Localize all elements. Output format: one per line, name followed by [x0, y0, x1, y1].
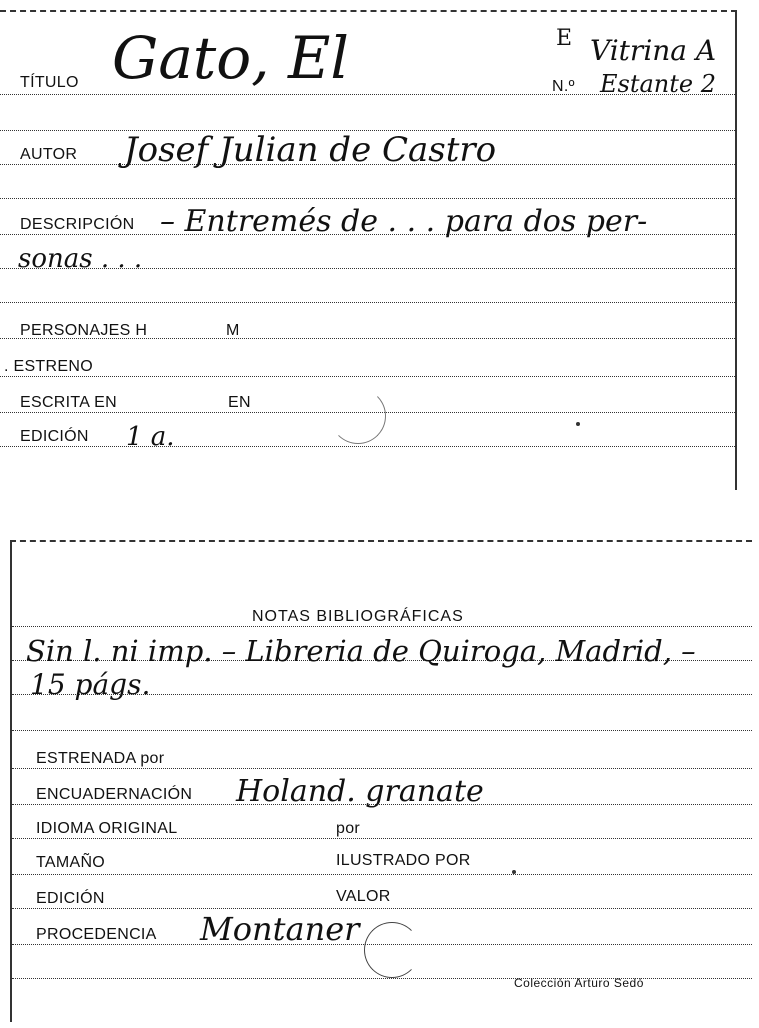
titulo-label: TÍTULO [20, 74, 79, 91]
ruled-line [12, 874, 752, 875]
ruled-line [12, 730, 752, 731]
encuadernacion-label: ENCUADERNACIÓN [36, 786, 193, 803]
estante-value: Estante 2 [600, 70, 716, 98]
hole-mark [364, 922, 420, 978]
idioma-label: IDIOMA ORIGINAL [36, 820, 178, 837]
encuadernacion-value: Holand. granate [236, 774, 484, 809]
ink-dot [576, 422, 580, 426]
procedencia-label: PROCEDENCIA [36, 926, 157, 943]
valor-label: VALOR [336, 888, 391, 905]
ilustrado-label: ILUSTRADO POR [336, 852, 471, 869]
numero-label: N.º [552, 78, 575, 95]
ruled-line [12, 908, 752, 909]
edicion-value: 1 a. [126, 422, 175, 452]
autor-label: AUTOR [20, 146, 78, 163]
personajes-label: PERSONAJES H [20, 322, 148, 339]
ruled-line [0, 302, 735, 303]
catalog-card-bottom [10, 540, 752, 1022]
estrenada-label: ESTRENADA por [36, 750, 165, 767]
notas-line2: 15 págs. [30, 668, 151, 701]
edicion-label: EDICIÓN [36, 890, 105, 907]
shelf-letter: E [556, 26, 573, 51]
estreno-label: . ESTRENO [4, 358, 93, 375]
escrita-label: ESCRITA EN [20, 394, 117, 411]
descripcion-line2: sonas . . . [18, 244, 143, 274]
por-label: por [336, 820, 361, 837]
descripcion-line1: – Entremés de . . . para dos per- [160, 204, 648, 239]
notas-title: NOTAS BIBLIOGRÁFICAS [252, 608, 464, 625]
ink-dot [512, 870, 516, 874]
ruled-line [0, 198, 735, 199]
notas-line1: Sin l. ni imp. – Libreria de Quiroga, Madrid, – [26, 634, 696, 668]
ruled-line [12, 626, 752, 627]
en-label: EN [228, 394, 251, 411]
ruled-line [0, 376, 735, 377]
vitrina-value: Vitrina A [590, 34, 717, 67]
tamano-label: TAMAÑO [36, 854, 106, 871]
personajes-m-label: M [226, 322, 240, 339]
descripcion-label: DESCRIPCIÓN [20, 216, 135, 233]
ruled-line [12, 768, 752, 769]
coleccion-stamp: Colección Arturo Sedó [514, 976, 644, 990]
catalog-card-top [0, 10, 737, 490]
hole-mark [330, 388, 386, 444]
titulo-value: Gato, El [112, 24, 349, 92]
autor-value: Josef Julian de Castro [124, 130, 497, 170]
ruled-line [12, 838, 752, 839]
procedencia-value: Montaner [200, 910, 360, 948]
edicion-label: EDICIÓN [20, 428, 89, 445]
ruled-line [0, 446, 735, 447]
